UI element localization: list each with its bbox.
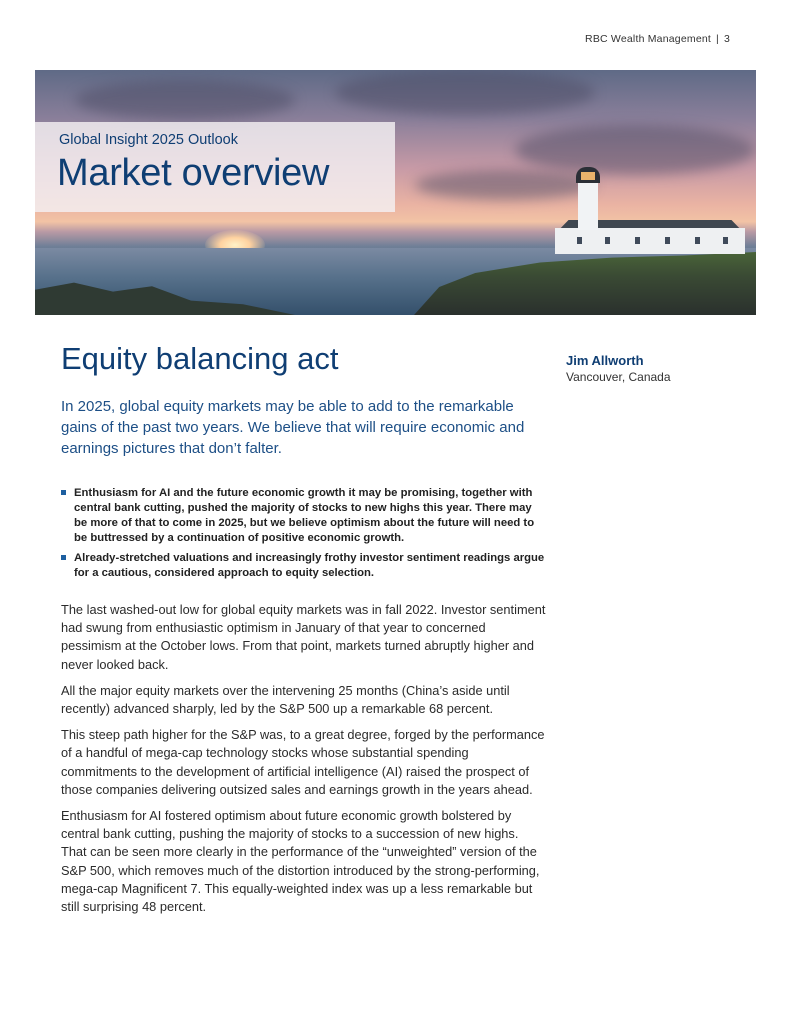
- key-points-list: [61, 486, 546, 586]
- lead-paragraph: In 2025, global equity markets may be able to add to the remarkable gains of the past two years. We believe that will require economic and earnings pictures that don’t falter.: [61, 398, 525, 457]
- cloud-shape: [515, 125, 755, 175]
- cloud-shape: [75, 80, 295, 120]
- bullet-square-icon: [61, 490, 66, 495]
- page-number: 3: [723, 33, 730, 45]
- article-body: [61, 601, 546, 924]
- cloud-shape: [335, 70, 595, 115]
- running-header: [585, 33, 730, 45]
- author-name: Jim Allworth: [566, 353, 644, 368]
- body-paragraph: The last washed-out low for global equity markets was in fall 2022. Investor sentiment had swung from enthusiastic optimism in January of that year to concerned pessimism at the October lows. From that point, markets turned abruptly higher and never looked back.: [61, 602, 546, 672]
- window: [665, 237, 670, 244]
- title-panel: [35, 122, 395, 212]
- bullet-square-icon: [61, 555, 66, 560]
- author-block: [566, 353, 671, 384]
- cloud-shape: [415, 170, 595, 200]
- key-point: [61, 551, 546, 581]
- key-point-text: Already-stretched valuations and increasingly frothy investor sentiment readings argue for a cautious, considered approach to equity selection.: [74, 552, 545, 579]
- window: [605, 237, 610, 244]
- key-point: [61, 486, 546, 546]
- publication-kicker: Global Insight 2025 Outlook: [59, 132, 238, 148]
- section-title: Market overview: [57, 152, 330, 194]
- window: [577, 237, 582, 244]
- lighthouse-lantern-icon: [576, 167, 600, 183]
- body-paragraph: Enthusiasm for AI fostered optimism about future economic growth bolstered by central bank cutting, pushing the majority of stocks to a succession of new highs. That can be seen more clearly in the performance of the “unweighted” version of the S&P 500, which removes much of the distortion introduced by the strong-performing, mega-cap Magnificent 7. This equally-weighted index was up a less remarkable but still surprising 48 percent.: [61, 808, 540, 915]
- window: [723, 237, 728, 244]
- body-paragraph: This steep path higher for the S&P was, to a great degree, forged by the performance of a handful of mega-cap technology stocks whose substantial spending commitments to the development of artificial intelligence (AI) raised the prospect of those companies delivering outsized sales and earnings growth in the years ahead.: [61, 727, 545, 797]
- key-point-text: Enthusiasm for AI and the future economic growth it may be promising, together with central bank cutting, pushed the majority of stocks to new highs this year. There may be more of that to come in 2025, but we believe optimism about the future will need to be buttressed by a continuation of positive economic growth.: [74, 487, 535, 544]
- header-separator: |: [716, 33, 719, 45]
- article-headline: Equity balancing act: [61, 341, 339, 376]
- window: [695, 237, 700, 244]
- brand-name: RBC Wealth Management: [585, 33, 712, 45]
- author-location: Vancouver, Canada: [566, 370, 671, 384]
- window: [635, 237, 640, 244]
- lighthouse-tower: [578, 182, 598, 230]
- body-paragraph: All the major equity markets over the intervening 25 months (China’s aside until recently) advanced sharply, led by the S&P 500 up a remarkable 68 percent.: [61, 682, 510, 717]
- keepers-house: [555, 228, 745, 254]
